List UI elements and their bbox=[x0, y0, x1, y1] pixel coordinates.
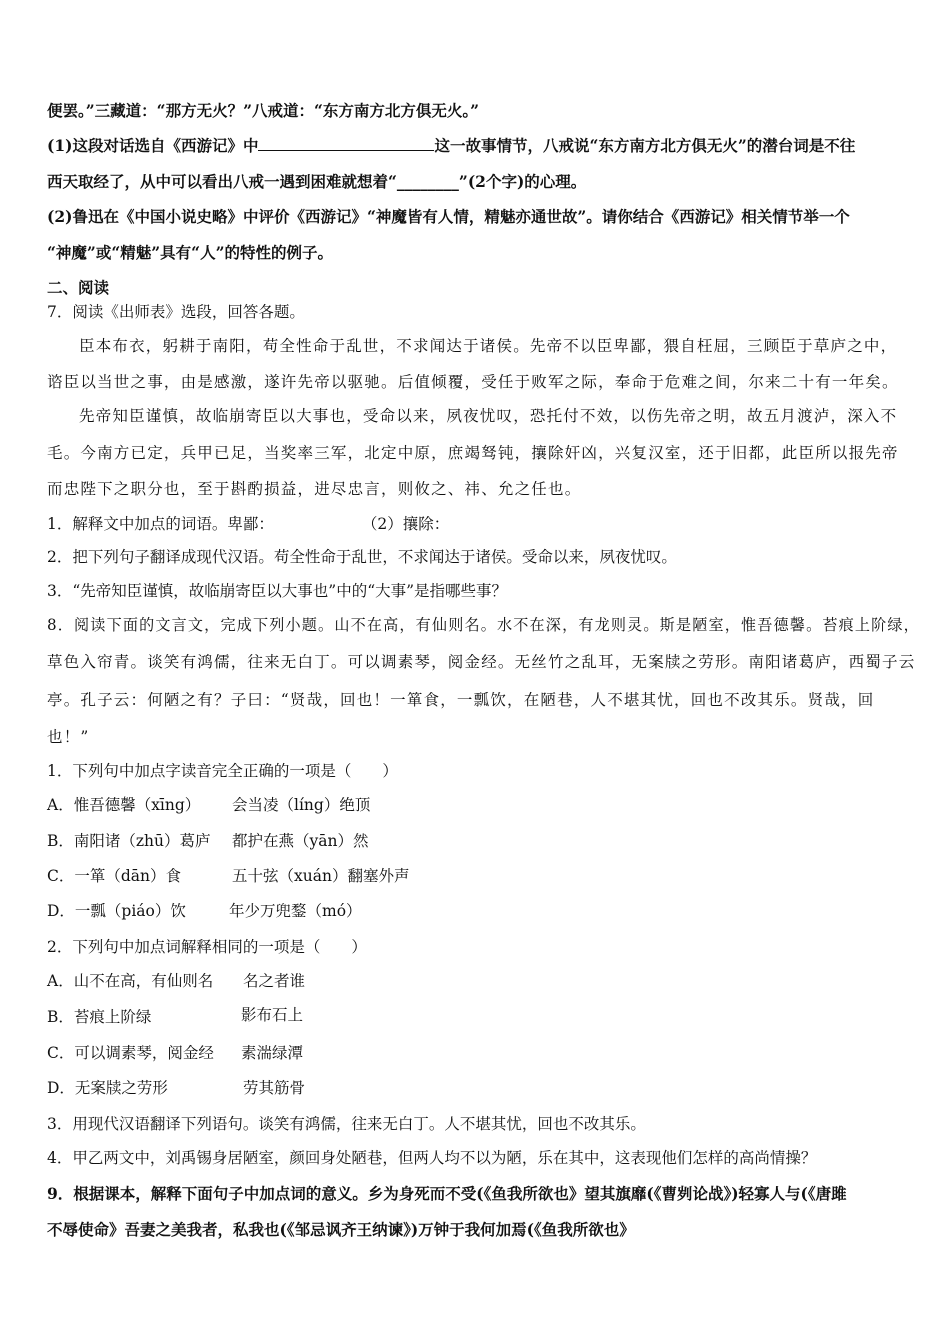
option-a-part2: 会当凌（líng）绝顶 bbox=[232, 796, 371, 814]
question-9: 9．根据课本，解释下面句子中加点词的意义。乡为身死而不受(《鱼我所欲也》望其旗靡(《曹刿论战》)轻寡人与(《唐雎 bbox=[47, 1184, 847, 1203]
text-segment: 1．解释文中加点的词语。卑鄙： bbox=[47, 515, 274, 533]
option-d-part2: 年少万兜鍪（mó） bbox=[229, 902, 362, 920]
question-8-4: 4．甲乙两文中，刘禹锡身居陋室，颜回身处陋巷，但两人均不以为陋，乐在其中，这表现他们怎样的高尚情操？ bbox=[47, 1149, 817, 1167]
text-line: “神魔”或“精魅”具有“人”的特性的例子。 bbox=[47, 243, 333, 262]
option-b: B．苔痕上阶绿 bbox=[47, 1008, 152, 1026]
option-c-part2: 素湍绿潭 bbox=[241, 1044, 304, 1062]
classical-text-line: 谘臣以当世之事，由是感激，遂许先帝以驱驰。后值倾覆，受任于败军之际，奉命于危难之间，尔来二十有一年矣。 bbox=[47, 373, 899, 391]
classical-text-line: 先帝知臣谨慎，故临崩寄臣以大事也，受命以来，夙夜忧叹，恐托付不效，以伤先帝之明，故五月渡泸，深入不 bbox=[79, 407, 898, 425]
question-6-2: (2)鲁迅在《中国小说史略》中评价《西游记》“神魔皆有人情，精魅亦通世故”。请你结合《西游记》相关情节举一个 bbox=[47, 207, 850, 226]
option-b-part2: 都护在燕（yān）然 bbox=[232, 832, 369, 850]
option-b: B．南阳诸（zhū）葛庐 bbox=[47, 832, 211, 850]
question-6-1 bbox=[47, 136, 855, 156]
question-7-1 bbox=[47, 514, 449, 534]
option-d: D．一瓢（piáo）饮 bbox=[47, 902, 186, 920]
classical-text-line: 毛。今南方已定，兵甲已足，当奖率三军，北定中原，庶竭驽钝，攘除奸凶，兴复汉室，还于旧都，此臣所以报先帝 bbox=[47, 444, 899, 462]
option-b-part2: 影布石上 bbox=[241, 1006, 304, 1024]
question-9-cont: 不辱使命》吾妻之美我者，私我也(《邹忌讽齐王纳谏》)万钟于我何加焉(《鱼我所欲也》 bbox=[47, 1220, 635, 1239]
option-c-part2: 五十弦（xuán）翻塞外声 bbox=[232, 867, 410, 885]
question-7-3: 3．“先帝知臣谨慎，故临崩寄臣以大事也”中的“大事”是指哪些事？ bbox=[47, 582, 508, 600]
text-line: 西天取经了，从中可以看出八戒一遇到困难就想着“________”(2个字)的心理。 bbox=[47, 172, 587, 191]
option-d-part2: 劳其筋骨 bbox=[243, 1079, 306, 1097]
section-heading: 二、阅读 bbox=[47, 278, 110, 297]
question-8-3: 3．用现代汉语翻译下列语句。谈笑有鸿儒，往来无白丁。人不堪其忧，回也不改其乐。 bbox=[47, 1115, 646, 1133]
question-7: 7．阅读《出师表》选段，回答各题。 bbox=[47, 303, 305, 321]
classical-text-line: 臣本布衣，躬耕于南阳，苟全性命于乱世，不求闻达于诸侯。先帝不以臣卑鄙，猥自枉屈，三顾臣于草庐之中， bbox=[79, 337, 898, 355]
text-segment: （2）攘除： bbox=[361, 515, 450, 533]
text-line: 便罢。”三藏道：“那方无火？”八戒道：“东方南方北方俱无火。” bbox=[47, 101, 480, 120]
classical-text-line: 也！” bbox=[47, 728, 90, 746]
question-7-2: 2．把下列句子翻译成现代汉语。苟全性命于乱世，不求闻达于诸侯。受命以来，夙夜忧叹。 bbox=[47, 548, 677, 566]
option-a-part2: 名之者谁 bbox=[243, 972, 306, 990]
answer-blank bbox=[258, 136, 434, 151]
option-c: C．一箪（dān）食 bbox=[47, 867, 182, 885]
question-8: 8．阅读下面的文言文，完成下列小题。山不在高，有仙则名。水不在深，有龙则灵。斯是陋室，惟吾德馨。苔痕上阶绿， bbox=[47, 616, 920, 634]
option-d: D．无案牍之劳形 bbox=[47, 1079, 168, 1097]
question-8-2: 2．下列句中加点词解释相同的一项是（ ） bbox=[47, 938, 367, 956]
classical-text-line: 草色入帘青。谈笑有鸿儒，往来无白丁。可以调素琴，阅金经。无丝竹之乱耳，无案牍之劳形。南阳诸葛庐，西蜀子云 bbox=[47, 653, 916, 671]
text-segment: 这一故事情节，八戒说“东方南方北方俱无火”的潜台词是不往 bbox=[434, 136, 856, 155]
classical-text-line: 亭。孔子云：何陋之有？子曰：“贤哉，回也！一箪食，一瓢饮，在陋巷，人不堪其忧，回也不改其乐。贤哉，回 bbox=[47, 691, 875, 709]
text-segment: (1)这段对话选自《西游记》中 bbox=[47, 136, 259, 155]
classical-text-line: 而忠陛下之职分也，至于斟酌损益，进尽忠言，则攸之、祎、允之任也。 bbox=[47, 480, 582, 498]
option-a: A．惟吾德馨（xīng） bbox=[47, 796, 201, 814]
option-c: C．可以调素琴，阅金经 bbox=[47, 1044, 214, 1062]
option-a: A．山不在高，有仙则名 bbox=[47, 972, 214, 990]
question-8-1: 1．下列句中加点字读音完全正确的一项是（ ） bbox=[47, 762, 398, 780]
